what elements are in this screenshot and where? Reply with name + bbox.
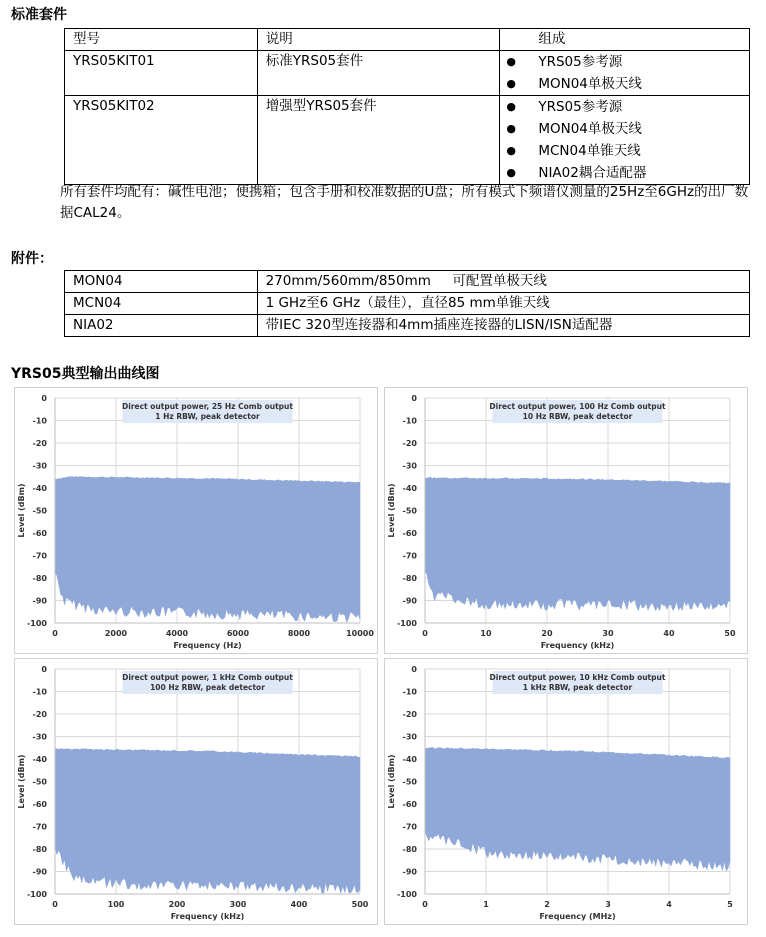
x-tick-label: 3 <box>605 900 611 909</box>
list-item: ● MON04单极天线 <box>500 118 749 140</box>
y-tick-label: -80 <box>32 574 47 583</box>
data-series-area <box>425 477 730 611</box>
x-tick-label: 1 <box>483 900 489 909</box>
table-row <box>65 51 750 96</box>
kit-desc: 增强型YRS05套件 <box>257 96 500 185</box>
y-tick-label: -20 <box>32 439 47 448</box>
accessory-desc: 带IEC 320型连接器和4mm插座连接器的LISN/ISN适配器 <box>257 315 749 337</box>
header-desc: 说明 <box>257 29 500 51</box>
x-tick-label: 0 <box>52 629 58 638</box>
y-tick-label: -50 <box>402 777 417 787</box>
y-tick-label: -20 <box>402 439 417 448</box>
y-tick-label: -80 <box>32 845 47 854</box>
y-tick-label: -90 <box>402 596 417 606</box>
x-tick-label: 40 <box>663 629 675 638</box>
chart-100hz-comb <box>384 387 748 654</box>
y-tick-label: -60 <box>402 800 417 809</box>
x-tick-label: 6000 <box>226 629 250 638</box>
y-tick-label: -40 <box>32 755 47 764</box>
table-row <box>65 293 750 315</box>
charts-section-title: YRS05典型输出曲线图 <box>11 366 160 382</box>
accessories-title: 附件： <box>11 251 53 267</box>
kits-note: 所有套件均配有：碱性电池；便携箱；包含手册和校准数据的U盘；所有模式下频谱仪测量的25Hz至6GHz的出厂数据CAL24。 <box>60 184 749 221</box>
x-tick-label: 30 <box>602 629 614 638</box>
list-item: ● NIA02耦合适配器 <box>500 162 749 184</box>
chart-subtitle: 10 Hz RBW, peak detector <box>522 412 633 421</box>
y-tick-label: 0 <box>41 665 47 674</box>
y-tick-label: 0 <box>411 665 417 674</box>
list-item: ● YRS05参考源 <box>500 96 749 118</box>
x-tick-label: 4 <box>666 900 672 909</box>
chart-title: Direct output power, 100 Hz Comb output <box>489 402 666 411</box>
x-tick-label: 20 <box>541 629 553 638</box>
accessories-table <box>64 270 750 337</box>
y-tick-label: -40 <box>402 755 417 764</box>
list-item: ● YRS05参考源 <box>500 51 749 73</box>
x-tick-label: 0 <box>52 900 58 909</box>
x-axis-label: Frequency (kHz) <box>540 641 615 650</box>
x-axis-label: Frequency (kHz) <box>170 912 245 921</box>
y-tick-label: -10 <box>402 416 417 426</box>
y-tick-label: -20 <box>402 710 417 719</box>
y-tick-label: -100 <box>26 619 47 628</box>
x-tick-label: 50 <box>724 629 736 638</box>
y-tick-label: -70 <box>402 551 417 561</box>
x-axis-label: Frequency (MHz) <box>539 912 616 921</box>
y-tick-label: -70 <box>32 822 47 832</box>
table-row <box>65 271 750 293</box>
y-tick-label: -60 <box>402 529 417 538</box>
chart-subtitle: 1 kHz RBW, peak detector <box>522 683 633 692</box>
y-tick-label: -40 <box>402 484 417 493</box>
x-tick-label: 0 <box>422 629 428 638</box>
data-series-area <box>55 476 360 622</box>
standard-kits-table <box>64 28 750 185</box>
y-tick-label: -70 <box>402 822 417 832</box>
x-tick-label: 400 <box>290 900 308 909</box>
data-series-area <box>55 749 360 894</box>
chart-svg <box>385 659 747 924</box>
y-tick-label: -50 <box>402 506 417 516</box>
chart-title: Direct output power, 25 Hz Comb output <box>122 402 293 411</box>
y-tick-label: -30 <box>32 732 47 742</box>
y-tick-label: -100 <box>26 890 47 899</box>
y-tick-label: 0 <box>411 394 417 403</box>
chart-subtitle: 1 Hz RBW, peak detector <box>155 412 260 421</box>
chart-subtitle: 100 Hz RBW, peak detector <box>150 683 265 692</box>
y-tick-label: -30 <box>32 461 47 471</box>
chart-svg <box>15 659 377 924</box>
chart-title: Direct output power, 10 kHz Comb output <box>489 673 666 682</box>
x-tick-label: 2 <box>544 900 550 909</box>
component-list <box>500 51 749 95</box>
y-tick-label: -80 <box>402 845 417 854</box>
accessory-desc: 1 GHz至6 GHz（最佳），直径85 mm单锥天线 <box>257 293 749 315</box>
x-tick-label: 300 <box>229 900 247 909</box>
y-tick-label: -100 <box>396 890 417 899</box>
x-tick-label: 500 <box>351 900 369 909</box>
y-tick-label: -90 <box>402 867 417 877</box>
x-tick-label: 8000 <box>287 629 311 638</box>
x-tick-label: 200 <box>168 900 186 909</box>
list-item: ● MCN04单锥天线 <box>500 140 749 162</box>
y-tick-label: -10 <box>32 687 47 697</box>
x-tick-label: 10 <box>480 629 492 638</box>
x-tick-label: 100 <box>107 900 125 909</box>
component-list <box>500 96 749 184</box>
y-axis-label: Level (dBm) <box>387 483 396 538</box>
table-header-row <box>65 29 750 51</box>
y-axis-label: Level (dBm) <box>17 754 26 809</box>
accessory-model: MCN04 <box>65 293 258 315</box>
chart-svg <box>15 388 377 653</box>
y-tick-label: -50 <box>32 506 47 516</box>
accessory-model: NIA02 <box>65 315 258 337</box>
y-tick-label: -60 <box>32 800 47 809</box>
standard-kits-title: 标准套件 <box>11 7 67 23</box>
y-tick-label: -30 <box>402 461 417 471</box>
y-tick-label: -80 <box>402 574 417 583</box>
y-tick-label: -90 <box>32 867 47 877</box>
chart-1khz-comb <box>14 658 378 925</box>
y-tick-label: -100 <box>396 619 417 628</box>
y-tick-label: 0 <box>41 394 47 403</box>
x-tick-label: 0 <box>422 900 428 909</box>
y-tick-label: -50 <box>32 777 47 787</box>
kit-desc: 标准YRS05套件 <box>257 51 500 96</box>
accessory-model: MON04 <box>65 271 258 293</box>
y-tick-label: -60 <box>32 529 47 538</box>
table-row <box>65 96 750 185</box>
y-tick-label: -10 <box>32 416 47 426</box>
x-tick-label: 4000 <box>165 629 189 638</box>
header-components: 组成 <box>500 29 750 51</box>
x-tick-label: 2000 <box>104 629 128 638</box>
y-axis-label: Level (dBm) <box>17 483 26 538</box>
header-model: 型号 <box>65 29 258 51</box>
y-tick-label: -70 <box>32 551 47 561</box>
y-tick-label: -10 <box>402 687 417 697</box>
y-tick-label: -40 <box>32 484 47 493</box>
y-tick-label: -30 <box>402 732 417 742</box>
chart-svg <box>385 388 747 653</box>
chart-title: Direct output power, 1 kHz Comb output <box>122 673 293 682</box>
table-row <box>65 315 750 337</box>
x-tick-label: 10000 <box>346 629 374 638</box>
y-tick-label: -20 <box>32 710 47 719</box>
y-tick-label: -90 <box>32 596 47 606</box>
chart-10khz-comb <box>384 658 748 925</box>
x-axis-label: Frequency (Hz) <box>173 641 242 650</box>
kit-model: YRS05KIT01 <box>65 51 258 96</box>
kit-model: YRS05KIT02 <box>65 96 258 185</box>
y-axis-label: Level (dBm) <box>387 754 396 809</box>
list-item: ● MON04单极天线 <box>500 73 749 95</box>
chart-25hz-comb <box>14 387 378 654</box>
accessory-desc: 270mm/560mm/850mm 可配置单极天线 <box>257 271 749 293</box>
x-tick-label: 5 <box>727 900 733 909</box>
